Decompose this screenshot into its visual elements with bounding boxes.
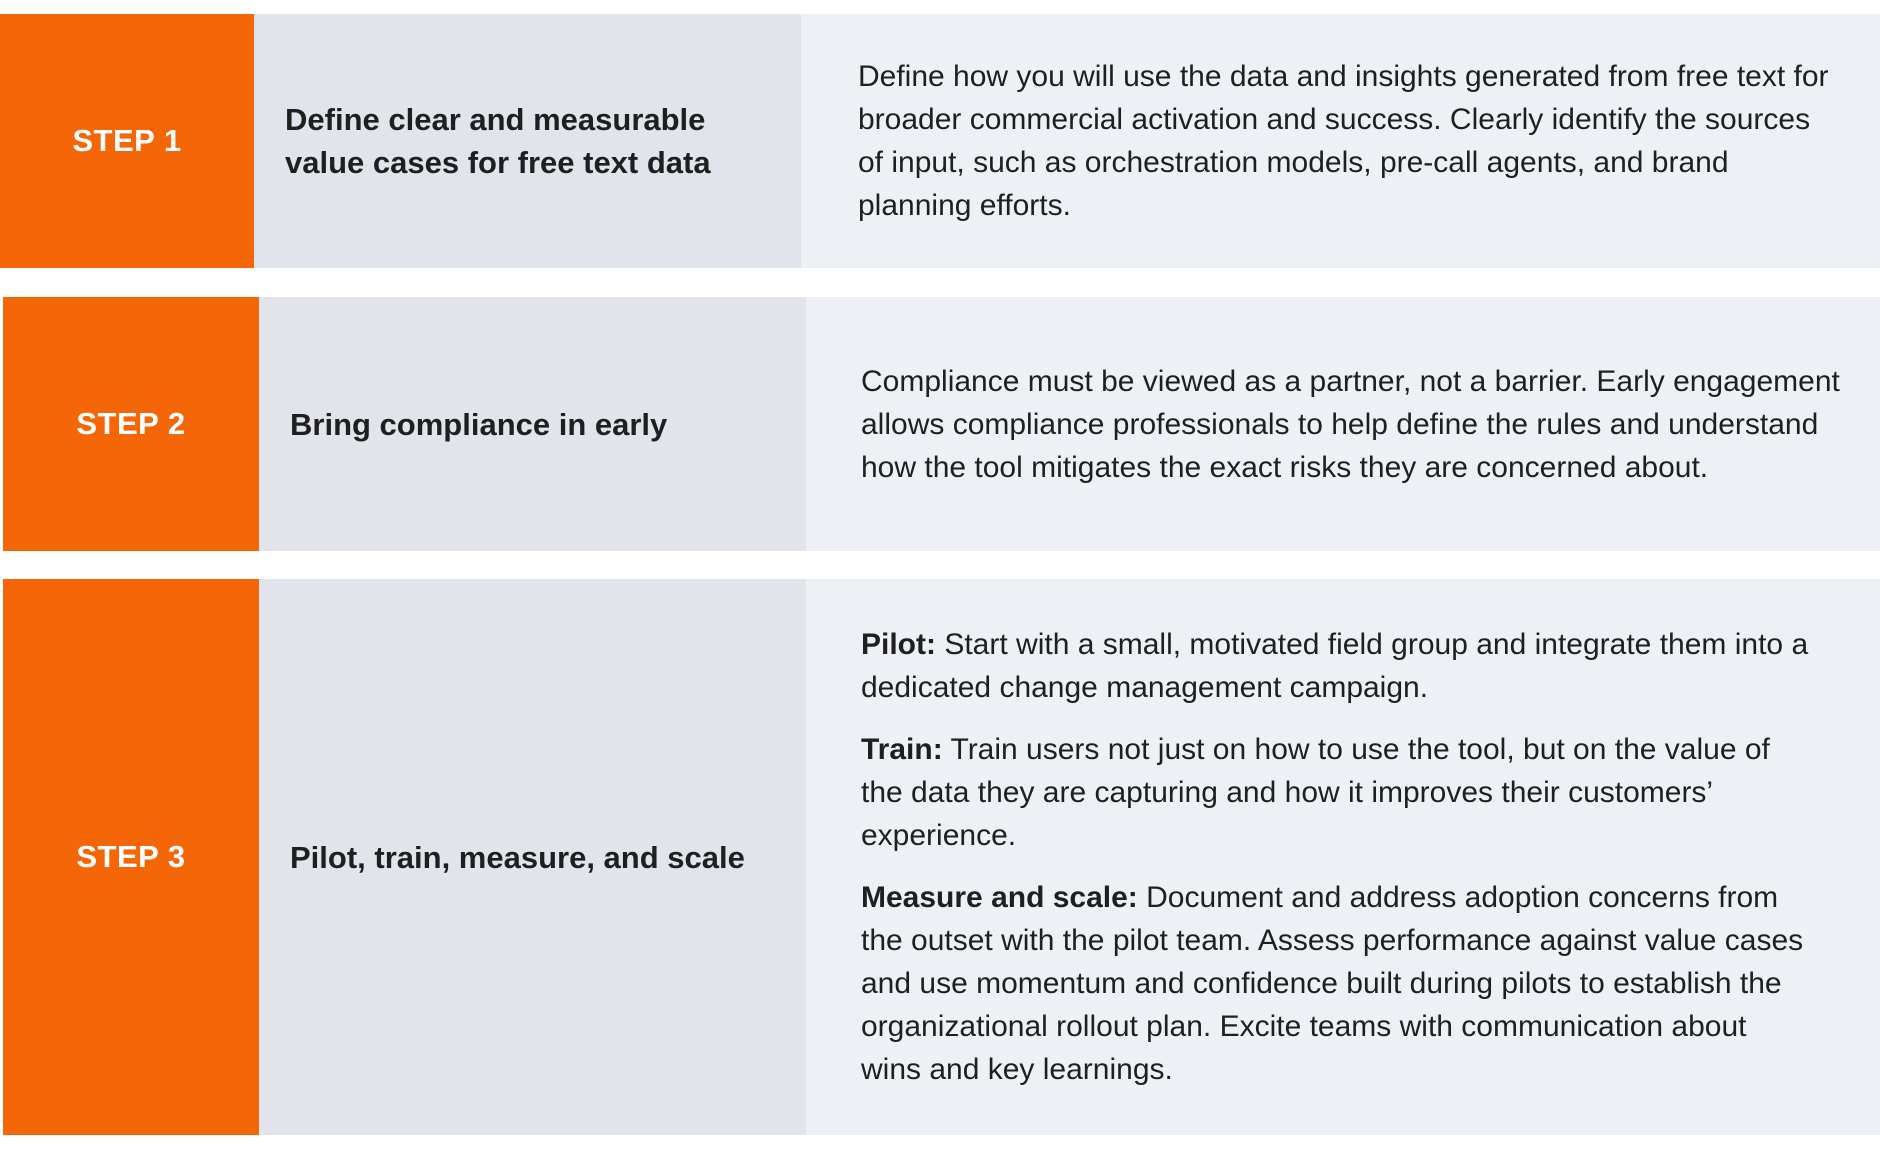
measure-scale-lead: Measure and scale: — [861, 881, 1138, 914]
step-description — [806, 297, 1880, 551]
step-label: STEP 3 — [3, 579, 259, 1135]
step-row-2 — [0, 297, 1880, 551]
step-title — [254, 14, 801, 268]
train-lead: Train: — [861, 733, 943, 766]
step-title-text: Bring compliance in early — [290, 406, 668, 442]
pilot-text: Start with a small, motivated field group and integrate them into a dedicated change management campaign. — [861, 628, 1809, 704]
measure-scale-text: Document and address adoption concerns from the outset with the pilot team. Assess performance against value cases and use momentum and confidence built during pilots to establish the organizational rollout plan. Excite teams with communication about wins and key learnings. — [861, 881, 1804, 1086]
step-description — [806, 579, 1880, 1135]
pilot-paragraph — [861, 623, 1810, 709]
step-description — [801, 14, 1880, 268]
step-description-text: Define how you will use the data and insights generated from free text for broader commercial activation and success. Clearly identify the sources of input, such as orchestration models, pre-call agents, and brand planning efforts. — [858, 60, 1829, 222]
train-text: Train users not just on how to use the tool, but on the value of the data they are capturing and how it improves their customers’ experience. — [861, 733, 1770, 852]
step-title-text: Define clear and measurable value cases for free text data — [285, 102, 711, 180]
pilot-lead: Pilot: — [861, 628, 936, 661]
train-paragraph — [861, 728, 1810, 857]
step-title — [259, 297, 806, 551]
step-title-text: Pilot, train, measure, and scale — [290, 839, 745, 875]
measure-scale-paragraph — [861, 876, 1810, 1091]
step-title — [259, 579, 806, 1135]
step-label: STEP 1 — [0, 14, 254, 268]
step-row-3 — [0, 579, 1880, 1135]
step-row-1 — [0, 14, 1880, 268]
step-label: STEP 2 — [3, 297, 259, 551]
step-description-text: Compliance must be viewed as a partner, not a barrier. Early engagement allows compliance professionals to help define the rules and understand how the tool mitigates the exact risks they are concerned about. — [861, 364, 1840, 484]
